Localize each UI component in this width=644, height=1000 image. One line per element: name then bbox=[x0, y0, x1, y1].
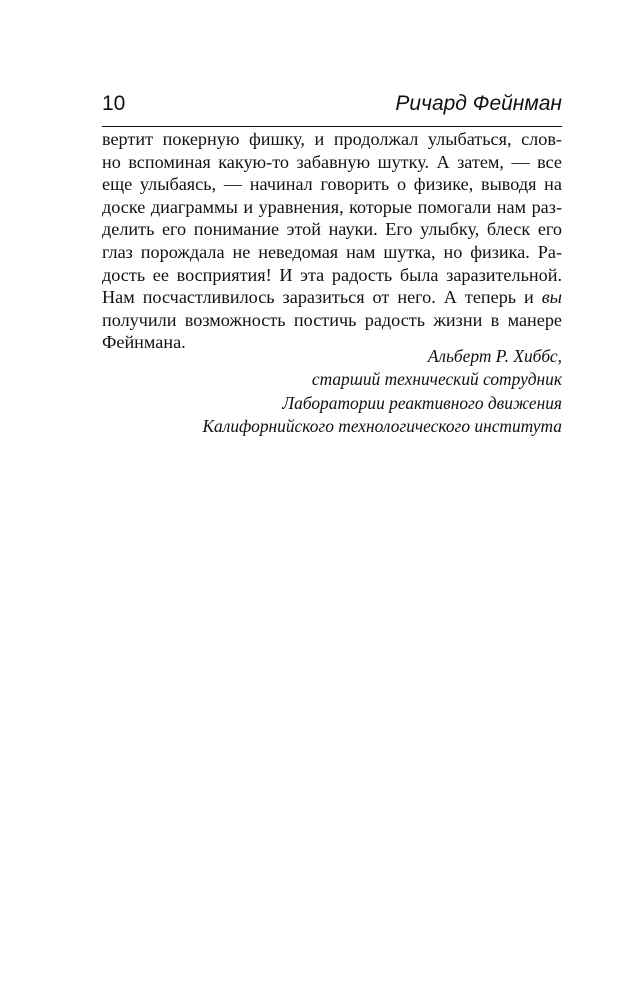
text-line: получили возможность постичь радость жизни в манере bbox=[102, 309, 562, 330]
page-number: 10 bbox=[102, 92, 126, 115]
text-line: глаз порождала не неведомая нам шутка, но физика. Ра- bbox=[102, 241, 562, 262]
text-line: делить его понимание этой науки. Его улыбку, блеск его bbox=[102, 219, 562, 240]
text-line-with-emphasis bbox=[102, 286, 562, 309]
text-line: Фейнмана. bbox=[102, 332, 186, 353]
text-line: дость ее восприятия! И эта радость была заразительной. bbox=[102, 264, 562, 285]
running-title: Ричард Фейнман bbox=[395, 92, 562, 115]
signature-lab: Лаборатории реактивного движения bbox=[282, 392, 562, 413]
signature-position: старший технический сотрудник bbox=[311, 369, 562, 390]
text-line: но вспоминая какую-то забавную шутку. А затем, — все bbox=[102, 151, 562, 172]
signature-name: Альберт Р. Хиббс, bbox=[427, 346, 562, 366]
signature-block bbox=[102, 345, 562, 439]
body-paragraph bbox=[102, 128, 562, 354]
running-header bbox=[102, 90, 562, 127]
text-line-segment: Нам посчастливилось заразиться от него. А теперь и bbox=[102, 287, 534, 308]
emphasized-word: вы bbox=[541, 287, 562, 308]
text-line: вертит покерную фишку, и продолжал улыбаться, слов- bbox=[102, 129, 562, 149]
text-line: еще улыбаясь, — начинал говорить о физике, выводя на bbox=[102, 174, 562, 195]
text-line: доске диаграммы и уравнения, которые помогали нам раз- bbox=[102, 196, 562, 217]
signature-institute: Калифорнийского технологического института bbox=[202, 416, 562, 437]
